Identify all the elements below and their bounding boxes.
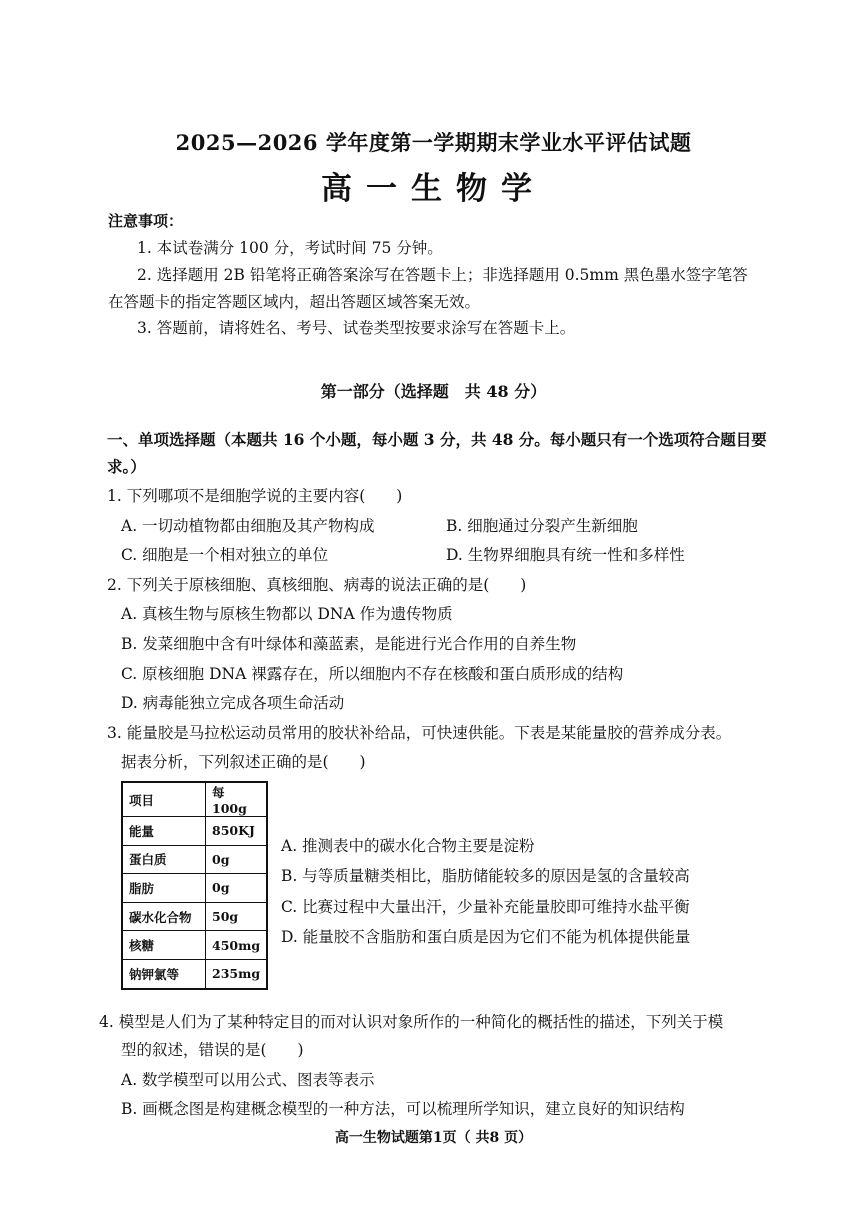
q3-option-c: C. 比赛过程中大量出汗，少量补充能量胶即可维持水盐平衡 <box>281 898 690 916</box>
table-cell: 核糖 <box>122 931 206 960</box>
table-cell: 0g <box>206 874 268 903</box>
table-cell: 450mg <box>206 931 268 960</box>
q4-option-a: A. 数学模型可以用公式、图表等表示 <box>121 1071 375 1089</box>
table-row <box>122 959 267 988</box>
subject-title: 高一生物学 <box>321 171 546 207</box>
q1-stem: 1. 下列哪项不是细胞学说的主要内容( ) <box>107 487 403 505</box>
notice-item-2: 2. 选择题用 2B 铅笔将正确答案涂写在答题卡上；非选择题用 0.5mm 黑色墨水签字笔答 <box>137 266 748 284</box>
q3-stem-2: 据表分析，下列叙述正确的是( ) <box>121 753 366 771</box>
table-row <box>122 931 267 960</box>
part-title: 第一部分（选择题 共 48 分） <box>320 382 547 401</box>
q3-option-a: A. 推测表中的碳水化合物主要是淀粉 <box>281 837 535 855</box>
table-row <box>122 874 267 903</box>
table-cell: 碳水化合物 <box>122 902 206 931</box>
table-row <box>122 902 267 931</box>
q1-option-d: D. 生物界细胞具有统一性和多样性 <box>446 546 685 564</box>
table-row <box>122 845 267 874</box>
notice-heading: 注意事项： <box>108 212 184 230</box>
table-cell: 235mg <box>206 959 268 988</box>
notice-item-3: 3. 答题前，请将姓名、考号、试卷类型按要求涂写在答题卡上。 <box>137 319 576 337</box>
table-cell: 50g <box>206 902 268 931</box>
table-row <box>122 782 267 817</box>
table-cell: 850KJ <box>206 817 268 846</box>
section-heading-cont: 求。） <box>107 457 146 476</box>
q4-option-b: B. 画概念图是构建概念模型的一种方法，可以梳理所学知识，建立良好的知识结构 <box>121 1100 685 1118</box>
q2-option-b: B. 发菜细胞中含有叶绿体和藻蓝素，是能进行光合作用的自养生物 <box>121 635 577 653</box>
q3-option-b: B. 与等质量糖类相比，脂肪储能较多的原因是氢的含量较高 <box>281 867 690 885</box>
q3-stem-1: 3. 能量胶是马拉松运动员常用的胶状补给品，可快速供能。下表是某能量胶的营养成分表。 <box>107 724 732 742</box>
table-cell: 每 100g <box>206 782 268 817</box>
page-footer: 高一生物试题第1页（ 共8 页） <box>334 1130 533 1146</box>
table-cell: 蛋白质 <box>122 845 206 874</box>
notice-item-1: 1. 本试卷满分 100 分，考试时间 75 分钟。 <box>137 239 443 257</box>
q1-option-b: B. 细胞通过分裂产生新细胞 <box>446 517 638 535</box>
exam-title: 2025—2026 学年度第一学期期末学业水平评估试题 <box>175 130 692 155</box>
section-heading: 一、单项选择题（本题共 16 个小题，每小题 3 分，共 48 分。每小题只有一个选项符合题目要 <box>107 430 767 449</box>
q4-stem-2: 型的叙述，错误的是( ) <box>121 1041 304 1059</box>
q2-option-a: A. 真核生物与原核生物都以 DNA 作为遗传物质 <box>121 605 453 623</box>
q2-option-d: D. 病毒能独立完成各项生命活动 <box>121 694 345 712</box>
table-cell: 0g <box>206 845 268 874</box>
table-cell: 能量 <box>122 817 206 846</box>
notice-item-2-cont: 在答题卡的指定答题区域内，超出答题区域答案无效。 <box>108 293 481 311</box>
q2-stem: 2. 下列关于原核细胞、真核细胞、病毒的说法正确的是( ) <box>107 576 527 594</box>
q1-option-a: A. 一切动植物都由细胞及其产物构成 <box>121 517 375 535</box>
q3-option-d: D. 能量胶不含脂肪和蛋白质是因为它们不能为机体提供能量 <box>281 928 691 946</box>
q2-option-c: C. 原核细胞 DNA 裸露存在，所以细胞内不存在核酸和蛋白质形成的结构 <box>121 665 624 683</box>
table-row <box>122 817 267 846</box>
table-cell: 项目 <box>122 782 206 817</box>
q4-stem-1: 4. 模型是人们为了某种特定目的而对认识对象所作的一种简化的概括性的描述，下列关于模 <box>99 1013 724 1031</box>
q1-option-c: C. 细胞是一个相对独立的单位 <box>121 546 329 564</box>
table-cell: 脂肪 <box>122 874 206 903</box>
table-cell: 钠钾氯等 <box>122 959 206 988</box>
nutrition-table <box>121 781 268 990</box>
